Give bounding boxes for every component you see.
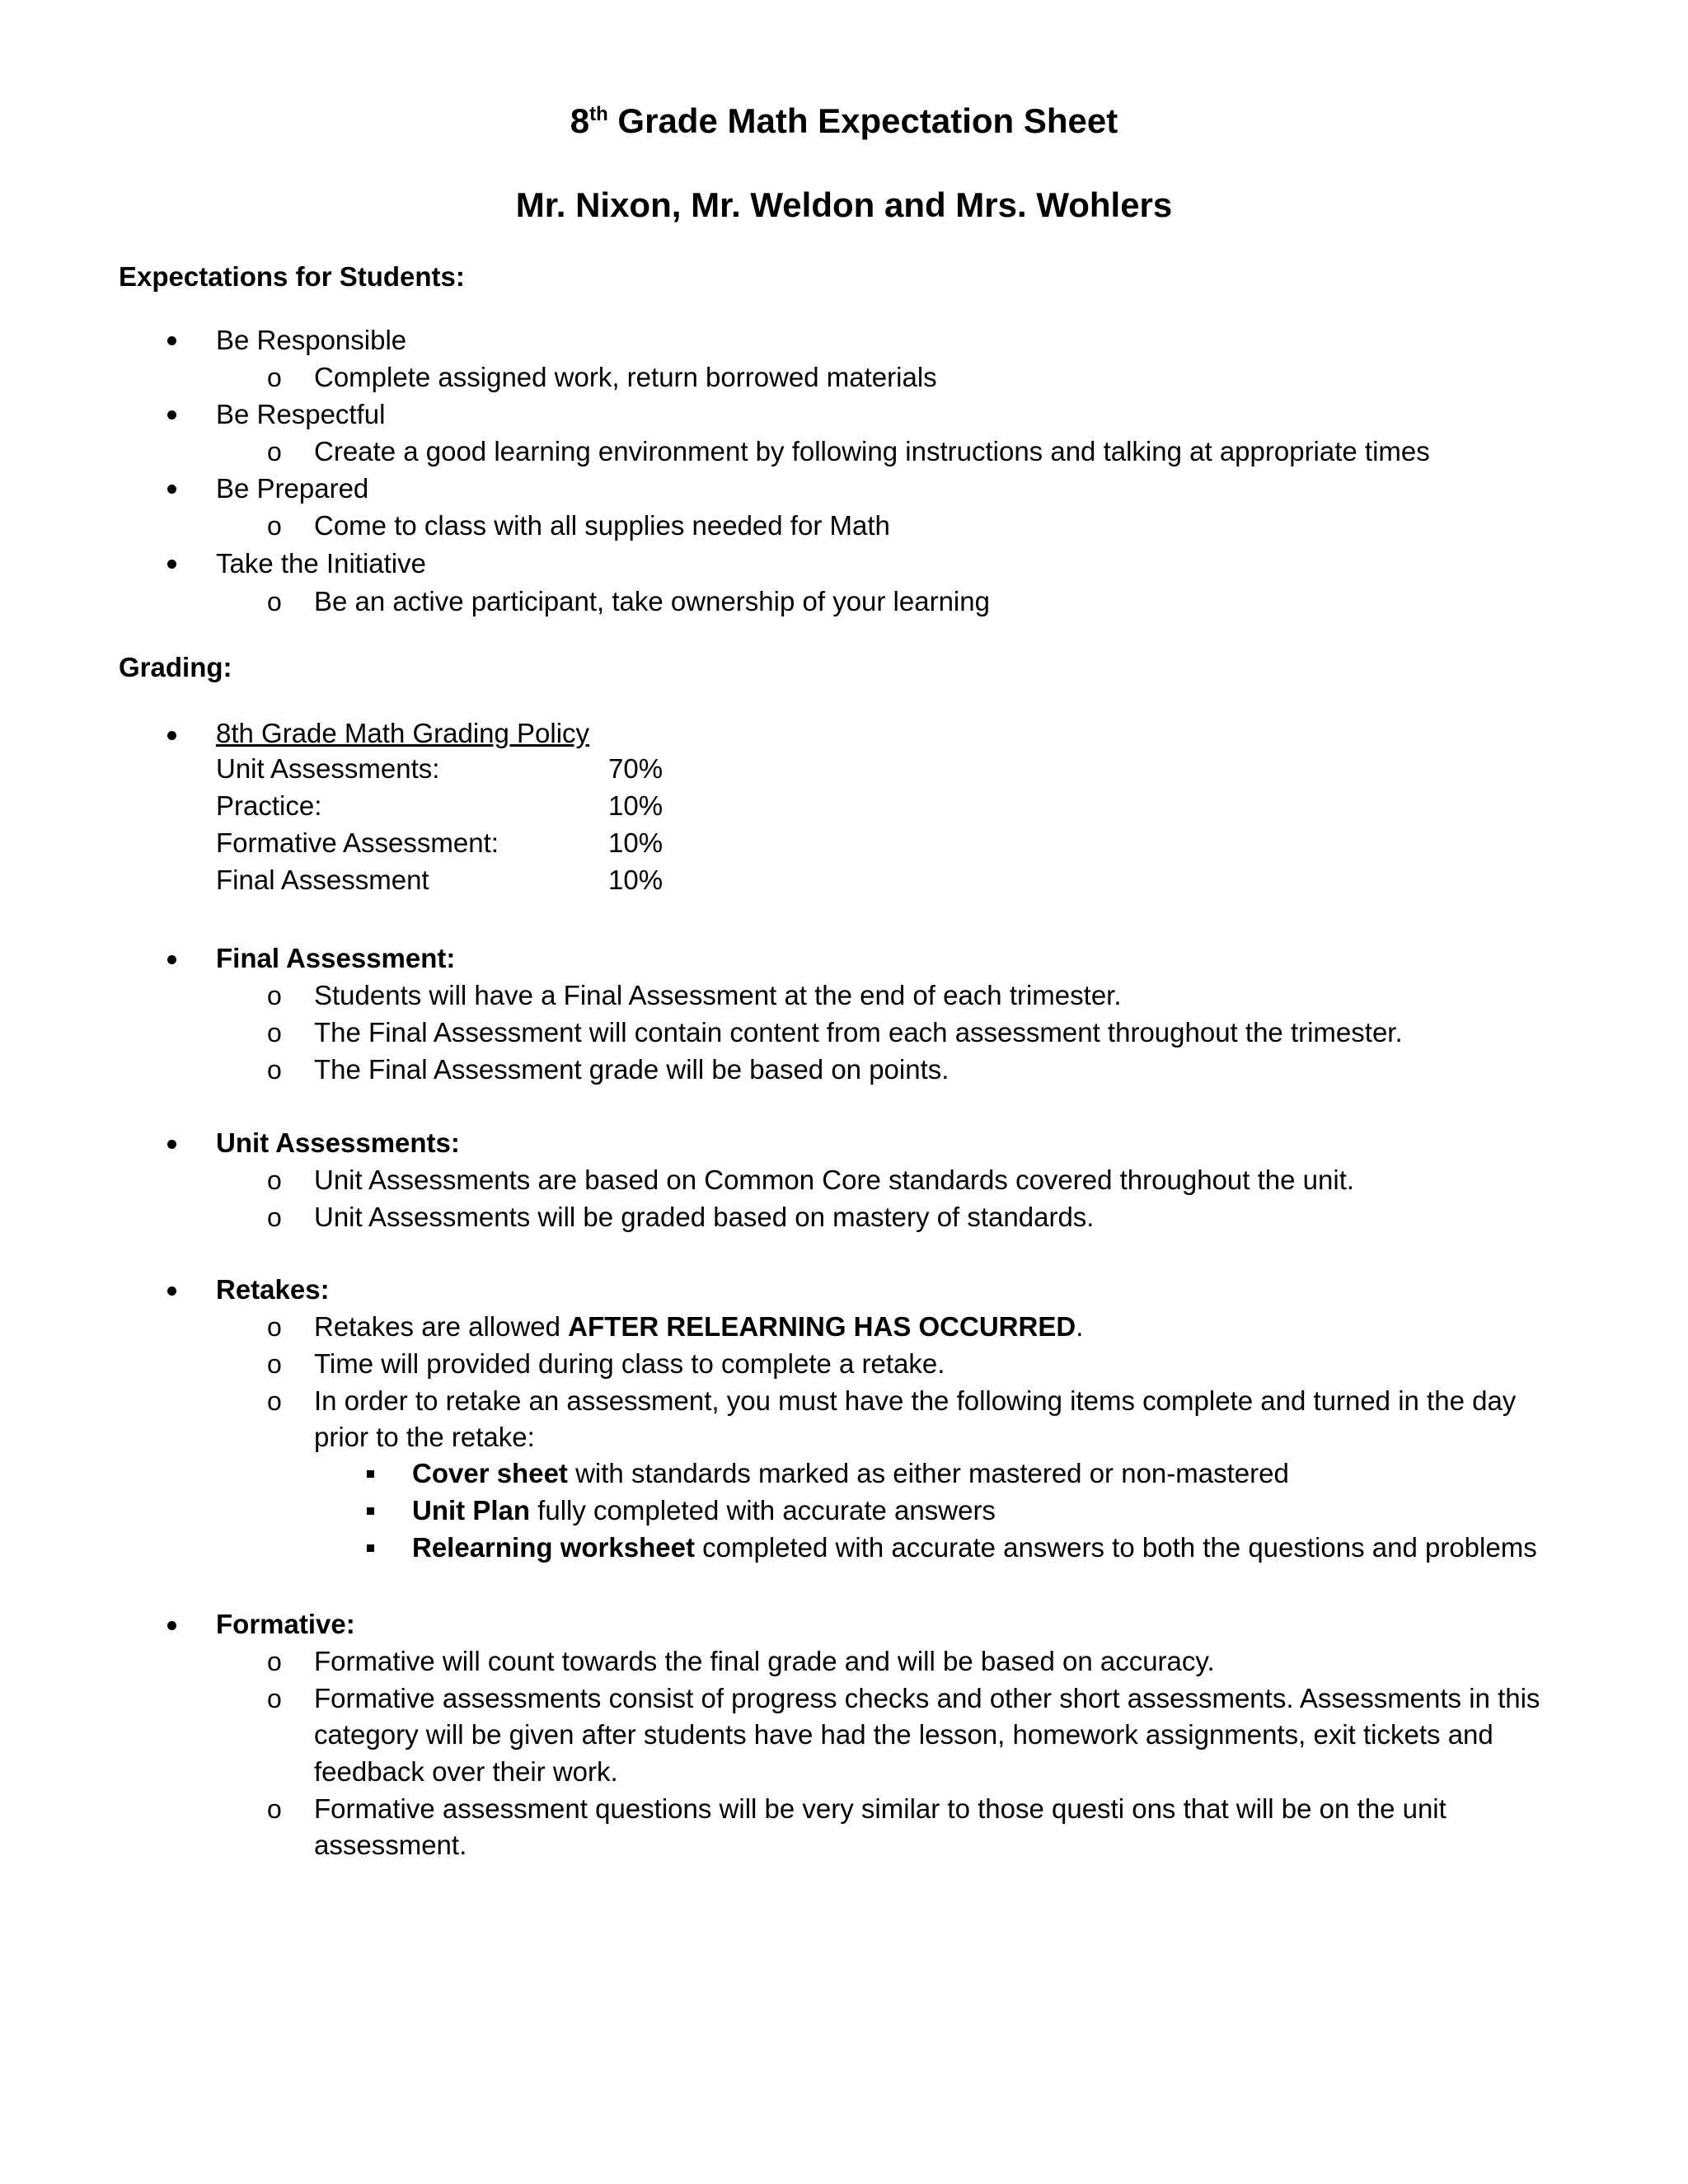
policy-row-label: Formative Assessment: bbox=[216, 827, 499, 858]
bullet-dot-icon bbox=[167, 731, 176, 740]
sub-bullet-circle-icon: o bbox=[267, 1055, 282, 1085]
retake-requirement bbox=[412, 1494, 996, 1527]
sub-bullet-circle-icon: o bbox=[267, 363, 282, 392]
bullet-dot-icon bbox=[167, 410, 176, 419]
expectation-detail: Complete assigned work, return borrowed materials bbox=[314, 362, 937, 392]
retake-requirement bbox=[412, 1457, 1289, 1490]
policy-row-label: Final Assessment bbox=[216, 865, 429, 895]
sub-bullet-circle-icon: o bbox=[267, 981, 282, 1010]
expectation-label: Be Responsible bbox=[216, 325, 407, 355]
sub-bullet-circle-icon: o bbox=[267, 1349, 282, 1379]
requirement-name: Relearning worksheet bbox=[412, 1532, 695, 1563]
sub-bullet-circle-icon: o bbox=[267, 1794, 282, 1824]
grading-heading: Grading: bbox=[119, 652, 232, 682]
expectation-label: Take the Initiative bbox=[216, 548, 426, 579]
retake-item: Time will provided during class to complete a retake. bbox=[314, 1348, 945, 1379]
expectation-detail: Come to class with all supplies needed for Math bbox=[314, 510, 890, 541]
formative-item: Formative will count towards the final grade and will be based on accuracy. bbox=[314, 1646, 1215, 1676]
requirement-name: Unit Plan bbox=[412, 1495, 531, 1526]
teachers-subtitle: Mr. Nixon, Mr. Weldon and Mrs. Wohlers bbox=[515, 185, 1173, 224]
policy-row-label: Unit Assessments: bbox=[216, 753, 440, 784]
bullet-dot-icon bbox=[167, 1140, 176, 1149]
bullet-dot-icon bbox=[167, 1621, 176, 1630]
expectation-label: Be Respectful bbox=[216, 399, 386, 429]
title-superscript: th bbox=[589, 103, 608, 125]
bullet-dot-icon bbox=[167, 560, 176, 569]
title-grade: 8 bbox=[570, 101, 590, 140]
sub-bullet-circle-icon: o bbox=[267, 1684, 282, 1713]
formative-item: Formative assessments consist of progress checks and other short assessments. Assessments in this bbox=[314, 1683, 1540, 1713]
unit-assessment-item: Unit Assessments will be graded based on mastery of standards. bbox=[314, 1202, 1095, 1232]
sub-bullet-circle-icon: o bbox=[267, 1165, 282, 1195]
final-assessment-item: The Final Assessment will contain content from each assessment throughout the trimester. bbox=[314, 1017, 1403, 1047]
sub-bullet-circle-icon: o bbox=[267, 511, 282, 541]
sub-bullet-circle-icon: o bbox=[267, 437, 282, 466]
final-assessment-item: Students will have a Final Assessment at the end of each trimester. bbox=[314, 980, 1122, 1010]
policy-row-value: 10% bbox=[608, 865, 663, 895]
sub-bullet-circle-icon: o bbox=[267, 587, 282, 616]
formative-item-continued: assessment. bbox=[314, 1830, 467, 1860]
sub-sub-bullet-square-icon bbox=[367, 1507, 374, 1515]
retakes-label: Retakes: bbox=[216, 1274, 330, 1305]
sub-bullet-circle-icon: o bbox=[267, 1647, 282, 1676]
expectation-detail: Be an active participant, take ownership of your learning bbox=[314, 586, 990, 616]
retake-item-text: Retakes are allowed bbox=[314, 1311, 569, 1342]
expectations-heading: Expectations for Students: bbox=[119, 261, 465, 292]
formative-item-continued: category will be given after students have had the lesson, homework assignments, exit tickets and bbox=[314, 1719, 1493, 1750]
retake-item-emphasis: AFTER RELEARNING HAS OCCURRED bbox=[568, 1311, 1076, 1342]
policy-row-value: 10% bbox=[608, 827, 663, 858]
grading-policy-title: 8th Grade Math Grading Policy bbox=[216, 718, 590, 748]
formative-item: Formative assessment questions will be very similar to those questi ons that will be on the unit bbox=[314, 1793, 1447, 1824]
unit-assessment-item: Unit Assessments are based on Common Core standards covered throughout the unit. bbox=[314, 1165, 1355, 1195]
requirement-name: Cover sheet bbox=[412, 1458, 568, 1488]
bullet-dot-icon bbox=[167, 485, 176, 494]
expectation-detail: Create a good learning environment by following instructions and talking at appropriate times bbox=[314, 436, 1430, 466]
sub-bullet-circle-icon: o bbox=[267, 1202, 282, 1232]
formative-label: Formative: bbox=[216, 1609, 355, 1639]
final-assessment-label: Final Assessment: bbox=[216, 943, 456, 973]
retake-requirement bbox=[412, 1531, 1537, 1564]
sub-bullet-circle-icon: o bbox=[267, 1312, 282, 1342]
retake-item-period: . bbox=[1076, 1311, 1084, 1342]
requirement-text: fully completed with accurate answers bbox=[530, 1495, 996, 1526]
expectation-label: Be Prepared bbox=[216, 473, 369, 504]
sub-bullet-circle-icon: o bbox=[267, 1386, 282, 1416]
sub-sub-bullet-square-icon bbox=[367, 1470, 374, 1478]
requirement-text: completed with accurate answers to both the questions and problems bbox=[694, 1532, 1537, 1563]
retake-item: In order to retake an assessment, you must have the following items complete and turned in the day bbox=[314, 1385, 1517, 1416]
page-title bbox=[0, 101, 1688, 142]
retake-item-continued: prior to the retake: bbox=[314, 1422, 535, 1452]
sub-bullet-circle-icon: o bbox=[267, 1018, 282, 1047]
final-assessment-item: The Final Assessment grade will be based on points. bbox=[314, 1054, 950, 1085]
retake-item bbox=[314, 1310, 1083, 1343]
policy-row-value: 70% bbox=[608, 753, 663, 784]
bullet-dot-icon bbox=[167, 336, 176, 345]
policy-row-label: Practice: bbox=[216, 790, 322, 821]
formative-item-continued: feedback over their work. bbox=[314, 1756, 618, 1787]
requirement-text: with standards marked as either mastered or non-mastered bbox=[567, 1458, 1289, 1488]
policy-row-value: 10% bbox=[608, 790, 663, 821]
bullet-dot-icon bbox=[167, 1286, 176, 1296]
unit-assessments-label: Unit Assessments: bbox=[216, 1127, 460, 1158]
title-text: Grade Math Expectation Sheet bbox=[607, 101, 1118, 140]
sub-sub-bullet-square-icon bbox=[367, 1544, 374, 1552]
bullet-dot-icon bbox=[167, 955, 176, 964]
